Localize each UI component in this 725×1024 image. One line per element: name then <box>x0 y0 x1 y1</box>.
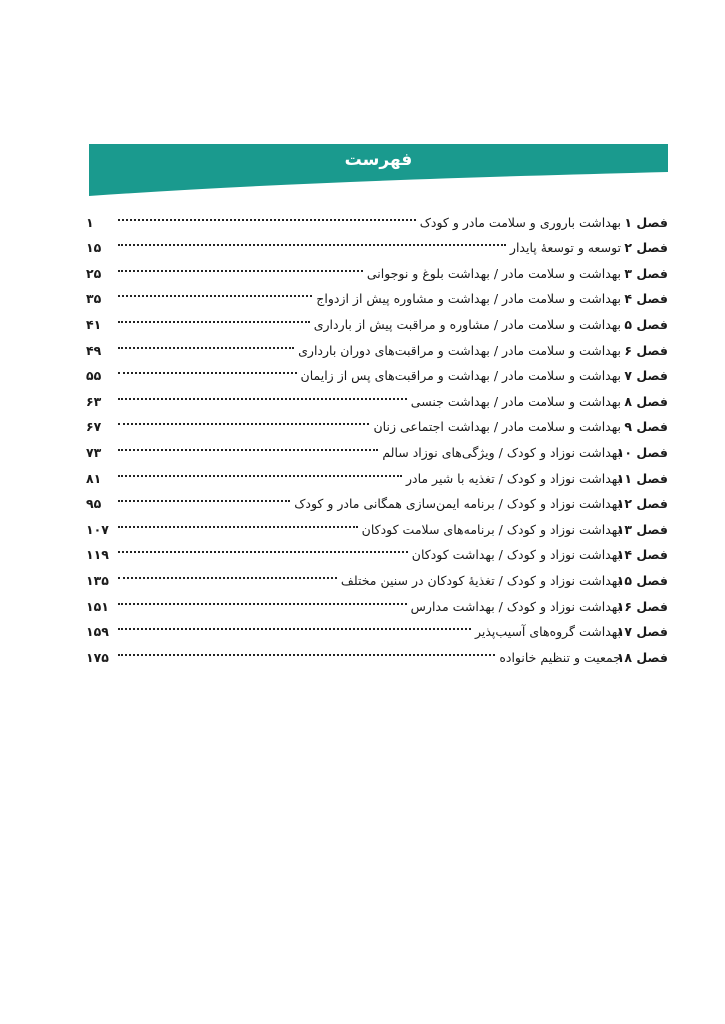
dot-leader <box>118 431 378 457</box>
chapter-title: توسعه و توسعۀ پایدار <box>509 240 621 256</box>
chapter-title: بهداشت گروه‌های آسیب‌پذیر <box>475 624 621 640</box>
dot-leader <box>118 201 416 227</box>
page-number: ۱۱۹ <box>86 547 109 563</box>
chapter-number: فصل ۱۲ <box>616 496 668 512</box>
chapter-number: فصل ۱ <box>624 214 668 230</box>
chapter-number: فصل ۳ <box>624 265 668 281</box>
page-number: ۱۰۷ <box>86 521 109 537</box>
chapter-title: بهداشت و سلامت مادر / بهداشت بلوغ و نوجوانی <box>366 265 621 281</box>
page-title: فهرست <box>344 150 413 170</box>
chapter-title: بهداشت نوزاد و کودک / بهداشت مدارس <box>410 598 621 614</box>
chapter-number: فصل ۸ <box>624 393 668 409</box>
chapter-number: فصل ۱۵ <box>616 572 668 588</box>
dot-leader <box>118 611 471 637</box>
chapter-number: فصل ۱۷ <box>616 624 668 640</box>
dot-leader <box>118 380 407 406</box>
page-number: ۲۵ <box>86 265 102 281</box>
dot-leader <box>118 457 402 483</box>
chapter-title: بهداشت نوزاد و کودک / تغذیۀ کودکان در سنین مختلف <box>340 572 621 588</box>
chapter-title: بهداشت و سلامت مادر / بهداشت و مشاوره پیش از ازدواج <box>316 291 621 307</box>
chapter-number: فصل ۱۳ <box>616 521 668 537</box>
chapter-number: فصل ۱۰ <box>616 444 668 460</box>
dot-leader <box>118 252 363 278</box>
dot-leader <box>118 559 337 585</box>
page-number: ۱۵۱ <box>86 598 109 614</box>
chapter-title: بهداشت و سلامت مادر / بهداشت جنسی <box>410 393 621 409</box>
page-number: ۱۵ <box>86 240 102 256</box>
chapter-number: فصل ۴ <box>624 291 668 307</box>
chapter-title: جمعیت و تنظیم خانواده <box>499 649 621 665</box>
chapter-number: فصل ۵ <box>624 316 668 332</box>
page-number: ۱۵۹ <box>86 624 109 640</box>
chapter-title: بهداشت نوزاد و کودک / تغذیه با شیر مادر <box>405 470 621 486</box>
page-number: ۸۱ <box>86 470 102 486</box>
dot-leader <box>118 636 495 662</box>
chapter-number: فصل ۱۴ <box>616 547 668 563</box>
chapter-title: بهداشت و سلامت مادر / مشاوره و مراقبت پیش از بارداری <box>313 316 621 332</box>
chapter-number: فصل ۷ <box>624 368 668 384</box>
chapter-title: بهداشت نوزاد و کودک / برنامه ایمن‌سازی همگانی مادر و کودک <box>294 496 621 512</box>
table-of-contents <box>86 201 668 665</box>
chapter-number: فصل ۱۶ <box>616 598 668 614</box>
page-number: ۳۵ <box>86 291 102 307</box>
dot-leader <box>118 534 408 560</box>
dot-leader <box>118 406 369 432</box>
toc-row[interactable] <box>86 201 668 230</box>
dot-leader <box>118 585 407 611</box>
chapter-title: بهداشت نوزاد و کودک / برنامه‌های سلامت کودکان <box>361 521 621 537</box>
page-number: ۹۵ <box>86 496 102 512</box>
page-number: ۶۷ <box>86 419 102 435</box>
page-number: ۴۹ <box>86 342 102 358</box>
dot-leader <box>118 483 290 509</box>
dot-leader <box>118 508 358 534</box>
chapter-title: بهداشت نوزاد و کودک / ویژگی‌های نوزاد سالم <box>382 444 621 460</box>
chapter-number: فصل ۱۱ <box>616 470 668 486</box>
dot-leader <box>118 303 310 329</box>
page-number: ۵۵ <box>86 368 102 384</box>
page-number: ۱۷۵ <box>86 649 109 665</box>
dot-leader <box>118 355 297 381</box>
page-number: ۱۳۵ <box>86 572 109 588</box>
chapter-number: فصل ۲ <box>624 240 668 256</box>
chapter-title: بهداشت و سلامت مادر / بهداشت و مراقبت‌های دوران بارداری <box>298 342 621 358</box>
chapter-title: بهداشت نوزاد و کودک / بهداشت کودکان <box>411 547 621 563</box>
toc-header-band <box>89 144 668 196</box>
chapter-number: فصل ۹ <box>624 419 668 435</box>
dot-leader <box>118 227 506 253</box>
page-number: ۴۱ <box>86 316 102 332</box>
chapter-title: بهداشت و سلامت مادر / بهداشت و مراقبت‌های پس از زایمان <box>300 368 621 384</box>
page-number: ۱ <box>86 214 94 230</box>
chapter-title: بهداشت باروری و سلامت مادر و کودک <box>419 214 621 230</box>
chapter-number: فصل ۶ <box>624 342 668 358</box>
dot-leader <box>118 329 294 355</box>
page-number: ۷۳ <box>86 444 102 460</box>
chapter-title: بهداشت و سلامت مادر / بهداشت اجتماعی زنان <box>373 419 621 435</box>
page-number: ۶۳ <box>86 393 102 409</box>
dot-leader <box>118 278 312 304</box>
chapter-number: فصل ۱۸ <box>616 649 668 665</box>
